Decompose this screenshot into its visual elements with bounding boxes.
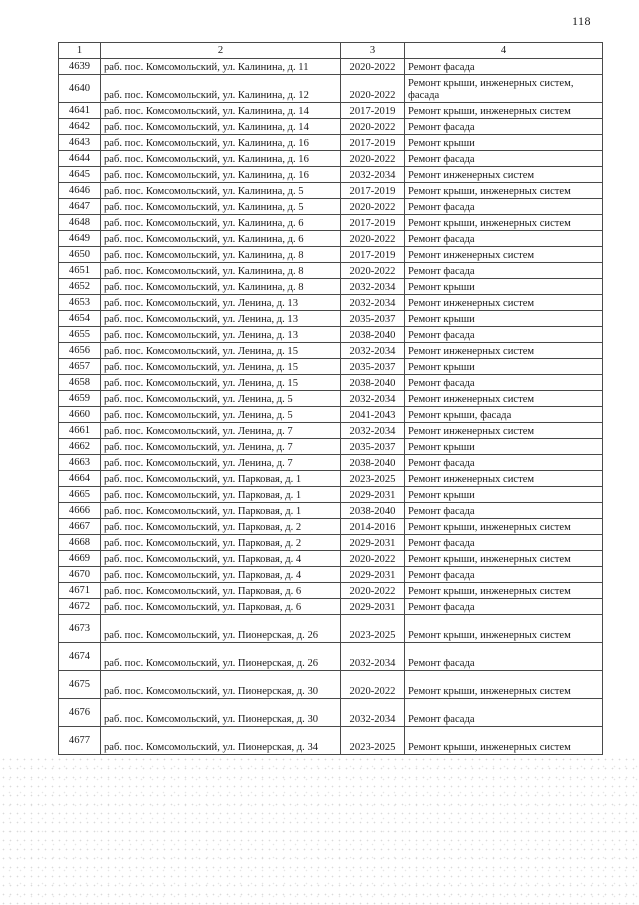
table-row — [59, 643, 603, 671]
table-row — [59, 671, 603, 699]
row-address: раб. пос. Комсомольский, ул. Пионерская, д. 26 — [101, 643, 341, 671]
row-years: 2023-2025 — [341, 727, 405, 755]
row-address: раб. пос. Комсомольский, ул. Калинина, д. 14 — [101, 103, 341, 119]
row-number: 4651 — [59, 263, 101, 279]
table-row — [59, 519, 603, 535]
table-row — [59, 199, 603, 215]
row-years: 2032-2034 — [341, 699, 405, 727]
row-work-type: Ремонт фасада — [405, 59, 603, 75]
row-number: 4653 — [59, 295, 101, 311]
row-years: 2014-2016 — [341, 519, 405, 535]
row-number: 4658 — [59, 375, 101, 391]
row-number: 4664 — [59, 471, 101, 487]
table-row — [59, 407, 603, 423]
header-row — [59, 43, 603, 59]
row-work-type: Ремонт фасада — [405, 151, 603, 167]
row-work-type: Ремонт крыши — [405, 359, 603, 375]
table-row — [59, 599, 603, 615]
row-address: раб. пос. Комсомольский, ул. Пионерская, д. 26 — [101, 615, 341, 643]
table-row — [59, 103, 603, 119]
row-years: 2020-2022 — [341, 263, 405, 279]
table-row — [59, 135, 603, 151]
row-number: 4663 — [59, 455, 101, 471]
row-work-type: Ремонт инженерных систем — [405, 295, 603, 311]
table-row — [59, 59, 603, 75]
table-row — [59, 311, 603, 327]
row-work-type: Ремонт инженерных систем — [405, 471, 603, 487]
table-row — [59, 167, 603, 183]
row-years: 2023-2025 — [341, 471, 405, 487]
row-years: 2038-2040 — [341, 455, 405, 471]
row-work-type: Ремонт инженерных систем — [405, 343, 603, 359]
row-work-type: Ремонт фасада — [405, 199, 603, 215]
table-row — [59, 75, 603, 103]
row-number: 4661 — [59, 423, 101, 439]
row-number: 4649 — [59, 231, 101, 247]
table-row — [59, 343, 603, 359]
row-work-type: Ремонт фасада — [405, 119, 603, 135]
row-address: раб. пос. Комсомольский, ул. Ленина, д. 7 — [101, 439, 341, 455]
row-work-type: Ремонт инженерных систем — [405, 423, 603, 439]
row-years: 2032-2034 — [341, 167, 405, 183]
row-number: 4667 — [59, 519, 101, 535]
row-address: раб. пос. Комсомольский, ул. Калинина, д. 11 — [101, 59, 341, 75]
row-number: 4654 — [59, 311, 101, 327]
row-address: раб. пос. Комсомольский, ул. Калинина, д. 14 — [101, 119, 341, 135]
row-work-type: Ремонт крыши, инженерных систем — [405, 183, 603, 199]
row-years: 2038-2040 — [341, 503, 405, 519]
row-years: 2020-2022 — [341, 583, 405, 599]
table-row — [59, 503, 603, 519]
row-work-type: Ремонт фасада — [405, 699, 603, 727]
row-address: раб. пос. Комсомольский, ул. Парковая, д. 6 — [101, 599, 341, 615]
row-work-type: Ремонт фасада — [405, 327, 603, 343]
table-row — [59, 567, 603, 583]
row-address: раб. пос. Комсомольский, ул. Ленина, д. 7 — [101, 455, 341, 471]
row-years: 2017-2019 — [341, 183, 405, 199]
row-address: раб. пос. Комсомольский, ул. Пионерская, д. 30 — [101, 699, 341, 727]
row-work-type: Ремонт крыши, инженерных систем — [405, 215, 603, 231]
row-number: 4659 — [59, 391, 101, 407]
row-number: 4656 — [59, 343, 101, 359]
row-number: 4644 — [59, 151, 101, 167]
row-number: 4669 — [59, 551, 101, 567]
row-work-type: Ремонт фасада — [405, 263, 603, 279]
row-number: 4671 — [59, 583, 101, 599]
row-years: 2035-2037 — [341, 311, 405, 327]
row-work-type: Ремонт крыши, инженерных систем — [405, 103, 603, 119]
row-years: 2035-2037 — [341, 359, 405, 375]
row-work-type: Ремонт крыши — [405, 135, 603, 151]
row-address: раб. пос. Комсомольский, ул. Ленина, д. 15 — [101, 375, 341, 391]
row-work-type: Ремонт фасада — [405, 599, 603, 615]
table-row — [59, 327, 603, 343]
page-number: 118 — [571, 14, 591, 28]
row-number: 4655 — [59, 327, 101, 343]
row-number: 4668 — [59, 535, 101, 551]
row-number: 4670 — [59, 567, 101, 583]
header-col-1: 1 — [59, 43, 101, 59]
row-work-type: Ремонт фасада — [405, 231, 603, 247]
row-years: 2029-2031 — [341, 567, 405, 583]
row-number: 4645 — [59, 167, 101, 183]
row-years: 2020-2022 — [341, 551, 405, 567]
table-row — [59, 119, 603, 135]
row-number: 4660 — [59, 407, 101, 423]
row-years: 2038-2040 — [341, 375, 405, 391]
row-address: раб. пос. Комсомольский, ул. Ленина, д. 13 — [101, 295, 341, 311]
scan-noise — [0, 755, 639, 905]
table-row — [59, 279, 603, 295]
row-years: 2038-2040 — [341, 327, 405, 343]
row-years: 2029-2031 — [341, 599, 405, 615]
row-address: раб. пос. Комсомольский, ул. Ленина, д. 13 — [101, 311, 341, 327]
row-years: 2032-2034 — [341, 343, 405, 359]
row-address: раб. пос. Комсомольский, ул. Ленина, д. 7 — [101, 423, 341, 439]
row-work-type: Ремонт крыши, инженерных систем — [405, 615, 603, 643]
row-work-type: Ремонт крыши — [405, 311, 603, 327]
row-address: раб. пос. Комсомольский, ул. Калинина, д. 16 — [101, 135, 341, 151]
row-number: 4657 — [59, 359, 101, 375]
row-years: 2020-2022 — [341, 151, 405, 167]
table-row — [59, 439, 603, 455]
row-work-type: Ремонт фасада — [405, 535, 603, 551]
row-work-type: Ремонт крыши — [405, 279, 603, 295]
row-address: раб. пос. Комсомольский, ул. Калинина, д. 16 — [101, 151, 341, 167]
row-number: 4640 — [59, 75, 101, 103]
table-row — [59, 359, 603, 375]
table-row — [59, 375, 603, 391]
row-work-type: Ремонт крыши, инженерных систем, фасада — [405, 75, 603, 103]
row-work-type: Ремонт фасада — [405, 643, 603, 671]
row-number: 4643 — [59, 135, 101, 151]
row-years: 2029-2031 — [341, 487, 405, 503]
row-number: 4652 — [59, 279, 101, 295]
table-row — [59, 471, 603, 487]
row-work-type: Ремонт инженерных систем — [405, 247, 603, 263]
row-address: раб. пос. Комсомольский, ул. Парковая, д. 4 — [101, 567, 341, 583]
row-number: 4666 — [59, 503, 101, 519]
table-row — [59, 183, 603, 199]
row-address: раб. пос. Комсомольский, ул. Парковая, д. 1 — [101, 471, 341, 487]
row-number: 4662 — [59, 439, 101, 455]
row-number: 4672 — [59, 599, 101, 615]
row-address: раб. пос. Комсомольский, ул. Калинина, д. 5 — [101, 199, 341, 215]
table-row — [59, 583, 603, 599]
row-work-type: Ремонт крыши — [405, 487, 603, 503]
row-number: 4642 — [59, 119, 101, 135]
table-row — [59, 487, 603, 503]
table-row — [59, 423, 603, 439]
row-years: 2017-2019 — [341, 103, 405, 119]
row-number: 4676 — [59, 699, 101, 727]
row-work-type: Ремонт фасада — [405, 567, 603, 583]
row-address: раб. пос. Комсомольский, ул. Калинина, д. 16 — [101, 167, 341, 183]
row-number: 4648 — [59, 215, 101, 231]
row-work-type: Ремонт крыши, фасада — [405, 407, 603, 423]
row-address: раб. пос. Комсомольский, ул. Пионерская, д. 30 — [101, 671, 341, 699]
row-years: 2020-2022 — [341, 231, 405, 247]
header-col-4: 4 — [405, 43, 603, 59]
table-row — [59, 391, 603, 407]
row-address: раб. пос. Комсомольский, ул. Пионерская, д. 34 — [101, 727, 341, 755]
row-years: 2032-2034 — [341, 643, 405, 671]
row-years: 2041-2043 — [341, 407, 405, 423]
row-years: 2032-2034 — [341, 391, 405, 407]
table-row — [59, 551, 603, 567]
row-work-type: Ремонт крыши, инженерных систем — [405, 671, 603, 699]
row-years: 2020-2022 — [341, 671, 405, 699]
table-row — [59, 215, 603, 231]
row-work-type: Ремонт инженерных систем — [405, 167, 603, 183]
row-years: 2017-2019 — [341, 247, 405, 263]
row-work-type: Ремонт фасада — [405, 375, 603, 391]
row-address: раб. пос. Комсомольский, ул. Калинина, д. 5 — [101, 183, 341, 199]
table-row — [59, 699, 603, 727]
row-address: раб. пос. Комсомольский, ул. Парковая, д. 6 — [101, 583, 341, 599]
row-years: 2020-2022 — [341, 199, 405, 215]
row-address: раб. пос. Комсомольский, ул. Калинина, д. 6 — [101, 215, 341, 231]
row-address: раб. пос. Комсомольский, ул. Парковая, д. 2 — [101, 535, 341, 551]
row-address: раб. пос. Комсомольский, ул. Ленина, д. 5 — [101, 391, 341, 407]
row-years: 2017-2019 — [341, 135, 405, 151]
table-body — [59, 59, 603, 755]
row-address: раб. пос. Комсомольский, ул. Парковая, д. 1 — [101, 503, 341, 519]
row-number: 4673 — [59, 615, 101, 643]
row-years: 2032-2034 — [341, 295, 405, 311]
row-work-type: Ремонт инженерных систем — [405, 391, 603, 407]
row-address: раб. пос. Комсомольский, ул. Парковая, д. 2 — [101, 519, 341, 535]
row-number: 4665 — [59, 487, 101, 503]
header-col-2: 2 — [101, 43, 341, 59]
table-row — [59, 151, 603, 167]
row-address: раб. пос. Комсомольский, ул. Ленина, д. 15 — [101, 343, 341, 359]
row-address: раб. пос. Комсомольский, ул. Ленина, д. 5 — [101, 407, 341, 423]
repair-schedule-table — [58, 42, 603, 755]
row-address: раб. пос. Комсомольский, ул. Ленина, д. 13 — [101, 327, 341, 343]
row-address: раб. пос. Комсомольский, ул. Калинина, д. 6 — [101, 231, 341, 247]
row-address: раб. пос. Комсомольский, ул. Ленина, д. 15 — [101, 359, 341, 375]
row-years: 2020-2022 — [341, 119, 405, 135]
row-number: 4646 — [59, 183, 101, 199]
row-years: 2029-2031 — [341, 535, 405, 551]
table-row — [59, 727, 603, 755]
table-row — [59, 615, 603, 643]
header-col-3: 3 — [341, 43, 405, 59]
table-row — [59, 295, 603, 311]
table-row — [59, 455, 603, 471]
row-years: 2023-2025 — [341, 615, 405, 643]
table-row — [59, 231, 603, 247]
row-address: раб. пос. Комсомольский, ул. Парковая, д. 4 — [101, 551, 341, 567]
row-years: 2020-2022 — [341, 75, 405, 103]
row-address: раб. пос. Комсомольский, ул. Калинина, д. 8 — [101, 247, 341, 263]
row-years: 2035-2037 — [341, 439, 405, 455]
row-work-type: Ремонт крыши — [405, 439, 603, 455]
row-address: раб. пос. Комсомольский, ул. Парковая, д. 1 — [101, 487, 341, 503]
row-number: 4674 — [59, 643, 101, 671]
row-work-type: Ремонт крыши, инженерных систем — [405, 727, 603, 755]
row-work-type: Ремонт крыши, инженерных систем — [405, 583, 603, 599]
table-row — [59, 247, 603, 263]
row-years: 2032-2034 — [341, 423, 405, 439]
row-number: 4677 — [59, 727, 101, 755]
row-years: 2032-2034 — [341, 279, 405, 295]
table-row — [59, 263, 603, 279]
row-number: 4647 — [59, 199, 101, 215]
row-address: раб. пос. Комсомольский, ул. Калинина, д. 8 — [101, 263, 341, 279]
row-work-type: Ремонт крыши, инженерных систем — [405, 551, 603, 567]
row-work-type: Ремонт крыши, инженерных систем — [405, 519, 603, 535]
row-years: 2020-2022 — [341, 59, 405, 75]
row-work-type: Ремонт фасада — [405, 455, 603, 471]
row-address: раб. пос. Комсомольский, ул. Калинина, д. 8 — [101, 279, 341, 295]
row-work-type: Ремонт фасада — [405, 503, 603, 519]
row-number: 4641 — [59, 103, 101, 119]
row-address: раб. пос. Комсомольский, ул. Калинина, д. 12 — [101, 75, 341, 103]
row-number: 4650 — [59, 247, 101, 263]
row-years: 2017-2019 — [341, 215, 405, 231]
row-number: 4639 — [59, 59, 101, 75]
table-row — [59, 535, 603, 551]
row-number: 4675 — [59, 671, 101, 699]
